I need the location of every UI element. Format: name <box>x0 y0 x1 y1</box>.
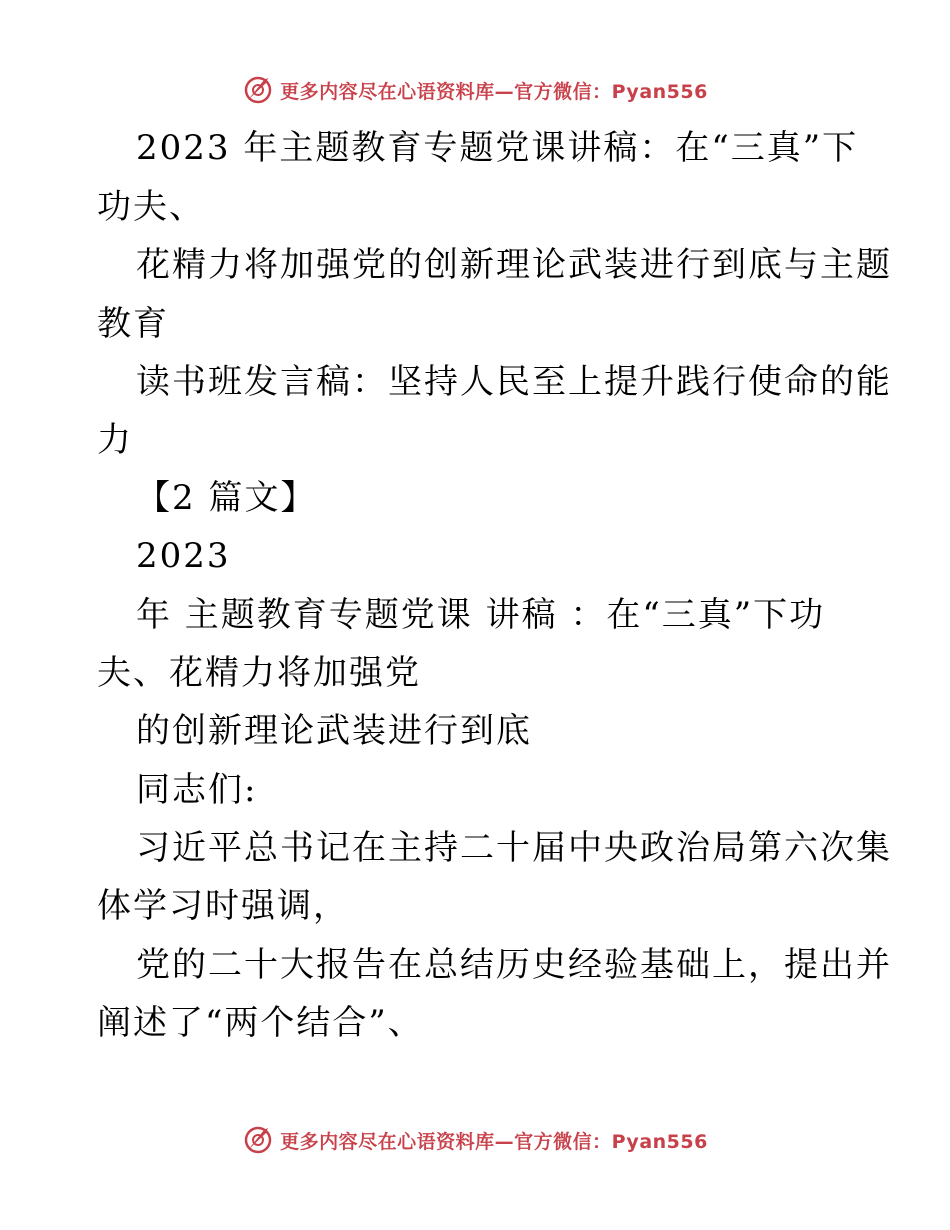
text-line: 年 主题教育专题党课 讲稿 ：在“三真”下功 <box>136 595 826 635</box>
text-line: 的创新理论武装进行到底 <box>136 711 532 751</box>
text-line: 力 <box>97 420 133 460</box>
text-line: 花精力将加强党的创新理论武装进行到底与主题 <box>136 245 892 285</box>
header-watermark-text: 更多内容尽在心语资料库—官方微信：Pyan556 <box>280 80 708 103</box>
text-line: 2023 <box>136 536 231 576</box>
footer-watermark-text: 更多内容尽在心语资料库—官方微信：Pyan556 <box>280 1130 708 1153</box>
text-line: 2023 年主题教育专题党课讲稿：在“三真”下 <box>136 128 859 168</box>
text-line: 党的二十大报告在总结历史经验基础上，提出并 <box>136 945 892 985</box>
header-watermark <box>0 70 950 110</box>
text-line: 功夫、 <box>97 187 205 227</box>
text-line: 习近平总书记在主持二十届中央政治局第六次集 <box>136 828 892 868</box>
text-line: 读书班发言稿：坚持人民至上提升践行使命的能 <box>136 362 892 402</box>
text-line: 同志们: <box>136 770 258 810</box>
footer-watermark <box>0 1120 950 1160</box>
quill-logo-icon <box>242 74 274 106</box>
quill-logo-icon <box>242 1124 274 1156</box>
text-line: 【2 篇文】 <box>136 478 317 518</box>
text-line: 阐述了“两个结合”、 <box>97 1003 424 1043</box>
text-line: 教育 <box>97 304 169 344</box>
text-line: 体学习时强调， <box>97 886 349 926</box>
text-line: 夫、花精力将加强党 <box>97 653 421 693</box>
